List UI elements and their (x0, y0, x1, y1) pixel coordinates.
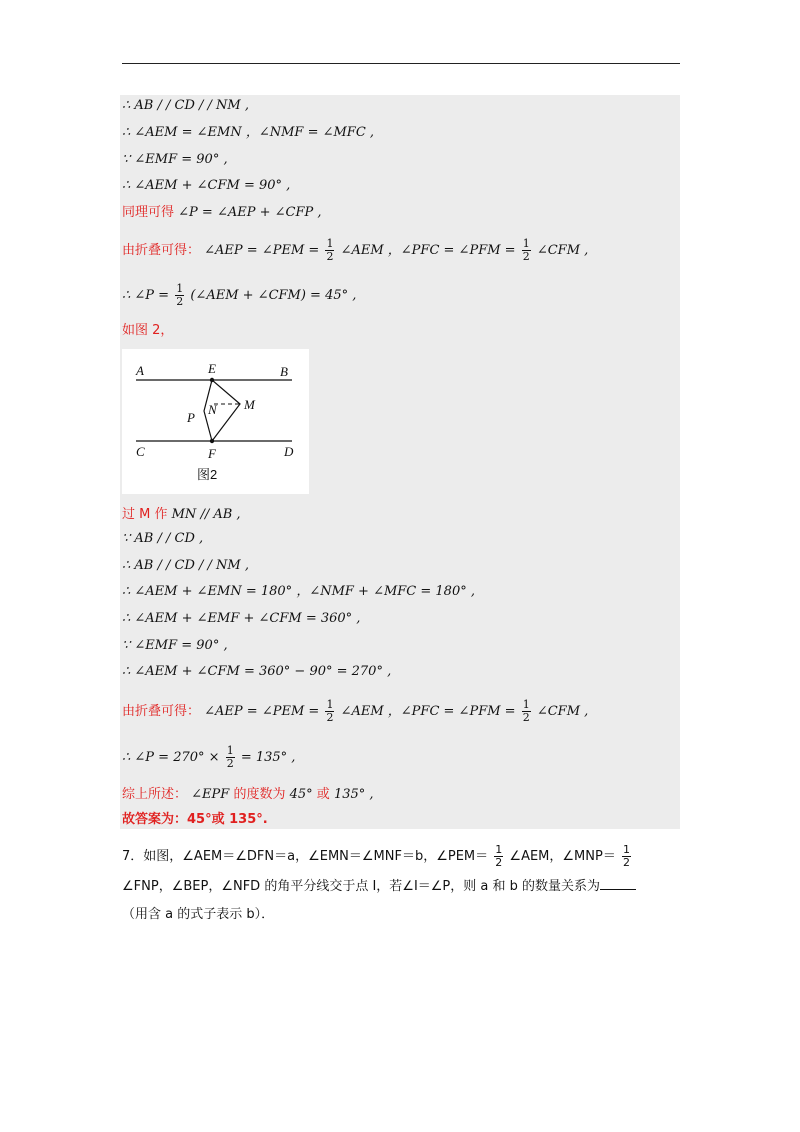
formula-text: = 135° , (240, 750, 296, 765)
half-fraction: $\frac{1}{2}$ (326, 698, 334, 724)
label-e: E (208, 361, 216, 376)
point-e (210, 378, 214, 382)
formula-text: ∠AEP = ∠PEM = (204, 704, 320, 719)
prefix-text: 由折叠可得： (122, 243, 201, 258)
solution-line-17 (122, 745, 295, 770)
answer-blank[interactable] (600, 877, 636, 890)
solution-line-2: ∴ ∠AEM = ∠EMN ，∠NMF = ∠MFC , (122, 125, 375, 140)
problem-text: ∠AEM，∠MNP＝ (509, 849, 616, 864)
half-fraction: $\frac{1}{2}$ (495, 843, 503, 869)
formula-text: ∴ ∠P = 270° × (122, 750, 220, 765)
answer-line: 故答案为：45°或 135°. (122, 812, 268, 827)
label-b: B (280, 364, 288, 379)
solution-line-1: ∴ AB / / CD / / NM , (122, 98, 249, 113)
solution-line-16 (122, 699, 588, 724)
problem-line-2 (122, 877, 636, 897)
half-fraction: $\frac{1}{2}$ (226, 744, 234, 770)
prefix-text: 由折叠可得： (122, 704, 201, 719)
solution-line-6 (122, 238, 588, 263)
problem-text: ∠FNP，∠BEP，∠NFD 的角平分线交于点 I，若∠I＝∠P，则 a 和 b 的数量关系为 (122, 879, 601, 894)
label-a: A (136, 363, 144, 378)
solution-line-8: 如图 2， (122, 323, 174, 338)
solution-line-18 (122, 786, 374, 804)
formula-text: ∠EPF (191, 787, 230, 802)
solution-line-7 (122, 283, 356, 308)
formula-text: ∠CFM , (536, 243, 589, 258)
solution-line-12: ∴ ∠AEM + ∠EMN = 180° ，∠NMF + ∠MFC = 180° , (122, 584, 475, 599)
label-f: F (208, 446, 216, 461)
solution-line-9 (122, 506, 241, 524)
half-fraction: $\frac{1}{2}$ (622, 843, 630, 869)
figure-2 (122, 349, 309, 494)
half-fraction: $\frac{1}{2}$ (522, 698, 530, 724)
solution-line-5 (122, 204, 322, 222)
formula-text: ∠AEP = ∠PEM = (204, 243, 320, 258)
problem-line-1 (122, 844, 633, 869)
figure-caption: 图2 (197, 467, 218, 482)
half-fraction: $\frac{1}{2}$ (522, 237, 530, 263)
solution-line-15: ∴ ∠AEM + ∠CFM = 360° − 90° = 270° , (122, 664, 392, 679)
formula-text: ∠P = ∠AEP + ∠CFP , (178, 205, 322, 220)
prefix-text: 过 M 作 (122, 507, 168, 522)
connector-text: 的度数为 (233, 787, 286, 802)
prefix-text: 同理可得 (122, 205, 175, 220)
label-n: N (208, 402, 217, 417)
formula-text: 135° , (333, 787, 374, 802)
label-m: M (244, 397, 255, 412)
problem-text: 7．如图，∠AEM＝∠DFN＝a，∠EMN＝∠MNF＝b，∠PEM＝ (122, 849, 489, 864)
formula-text: (∠AEM + ∠CFM) = 45° , (190, 288, 357, 303)
problem-line-3: （用含 a 的式子表示 b）． (122, 907, 275, 922)
formula-text: ∠AEM ，∠PFC = ∠PFM = (340, 243, 516, 258)
formula-text: ∠AEM ，∠PFC = ∠PFM = (340, 704, 516, 719)
formula-text: 45° (289, 787, 313, 802)
formula-text: MN // AB , (171, 507, 241, 522)
solution-line-14: ∵ ∠EMF = 90° , (122, 638, 228, 653)
formula-text: ∴ ∠P = (122, 288, 170, 303)
parallel-lines-diagram (122, 349, 309, 494)
solution-line-13: ∴ ∠AEM + ∠EMF + ∠CFM = 360° , (122, 611, 361, 626)
label-d: D (284, 444, 294, 459)
header-rule (122, 63, 680, 64)
label-p: P (187, 410, 195, 425)
solution-line-11: ∴ AB / / CD / / NM , (122, 558, 249, 573)
prefix-text: 综上所述： (122, 787, 188, 802)
solution-line-3: ∵ ∠EMF = 90° , (122, 152, 228, 167)
solution-line-10: ∵ AB / / CD , (122, 531, 204, 546)
point-f (210, 439, 214, 443)
half-fraction: $\frac{1}{2}$ (326, 237, 334, 263)
label-c: C (136, 444, 145, 459)
connector-text: 或 (316, 787, 330, 802)
half-fraction: $\frac{1}{2}$ (176, 282, 184, 308)
solution-line-4: ∴ ∠AEM + ∠CFM = 90° , (122, 178, 291, 193)
formula-text: ∠CFM , (536, 704, 589, 719)
